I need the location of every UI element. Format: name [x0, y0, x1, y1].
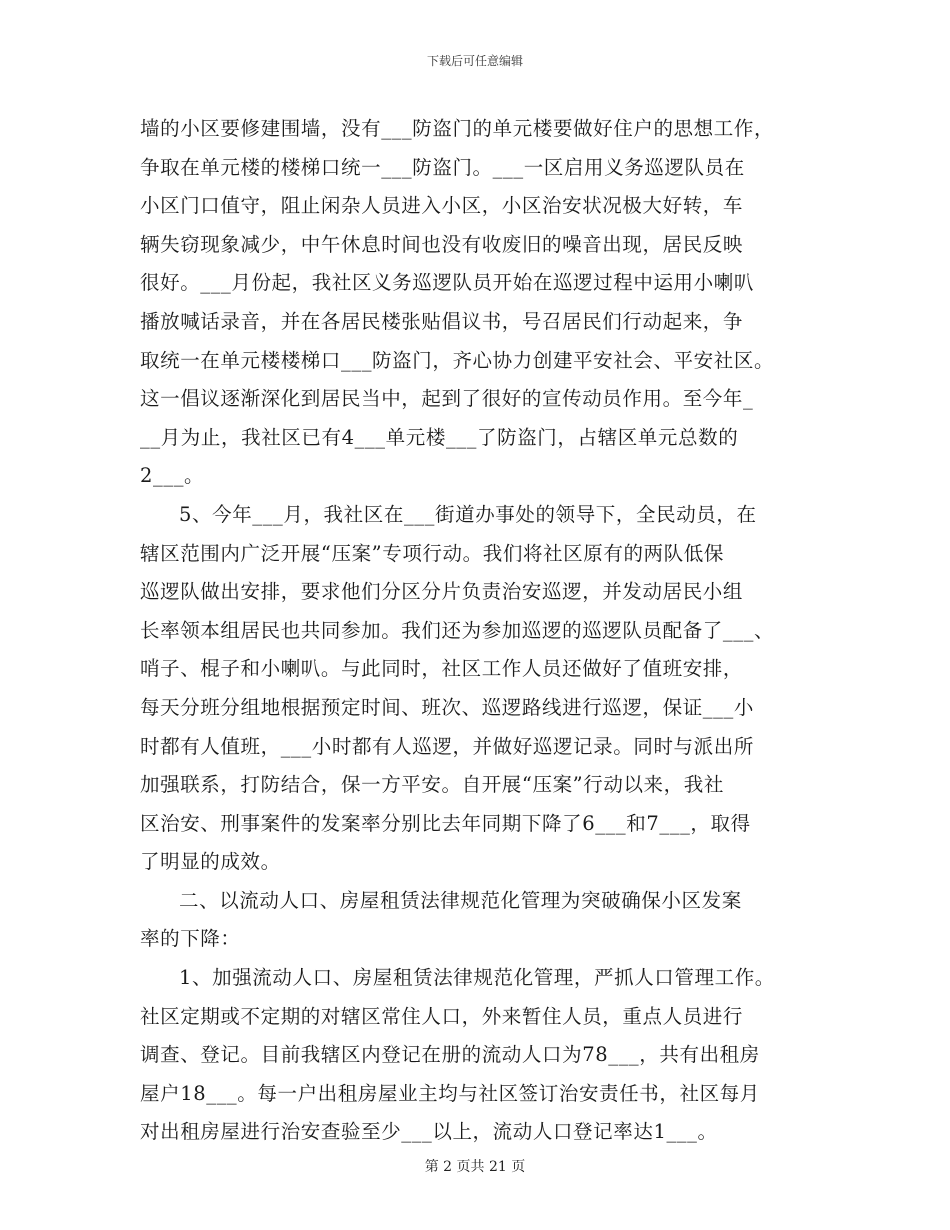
text-line: 二、以流动人口、房屋租赁法律规范化管理为突破确保小区发案 [179, 888, 742, 912]
text-line: 长率领本组居民也共同参加。我们还为参加巡逻的巡逻队员配备了___、 [140, 618, 775, 642]
text-line: 社区定期或不定期的对辖区常住人口，外来暂住人员，重点人员进行 [140, 1004, 744, 1028]
text-line: 2___。 [140, 464, 205, 488]
text-line: 每天分班分组地根据预定时间、班次、巡逻路线进行巡逻，保证___小 [140, 695, 754, 719]
text-line: 1、加强流动人口、房屋租赁法律规范化管理，严抓人口管理工作。 [179, 966, 775, 990]
text-line: 调查、登记。目前我辖区内登记在册的流动人口为78___，共有出租房 [140, 1043, 760, 1067]
text-line: 辖区范围内广泛开展“压案”专项行动。我们将社区原有的两队低保 [140, 541, 724, 565]
text-line: 哨子、棍子和小喇叭。与此同时，社区工作人员还做好了值班安排， [140, 657, 744, 681]
text-line: 辆失窃现象减少，中午休息时间也没有收废旧的噪音出现，居民反映 [140, 232, 744, 256]
text-line: 播放喊话录音，并在各居民楼张贴倡议书，号召居民们行动起来，争 [140, 309, 744, 333]
text-line: 这一倡议逐渐深化到居民当中，起到了很好的宣传动员作用。至今年_ [140, 387, 754, 411]
text-line: 墙的小区要修建围墙，没有___防盗门的单元楼要做好住户的思想工作， [140, 117, 775, 140]
page-header: 下载后可任意编辑 [426, 54, 523, 68]
document-body [140, 110, 820, 1152]
text-line: 加强联系，打防结合，保一方平安。自开展“压案”行动以来，我社 [140, 773, 724, 797]
page-footer: 第 2 页共 21 页 [424, 1159, 526, 1175]
text-line: 小区门口值守，阻止闲杂人员进入小区，小区治安状况极大好转，车 [140, 194, 744, 218]
text-line: 屋户18___。每一户出租房屋业主均与社区签订治安责任书，社区每月 [140, 1081, 760, 1105]
text-line: 率的下降： [140, 927, 241, 951]
text-line: 了明显的成效。 [140, 850, 281, 874]
text-line: 争取在单元楼的楼梯口统一___防盗门。___一区启用义务巡逻队员在 [140, 155, 745, 179]
text-line: 取统一在单元楼楼梯口___防盗门，齐心协力创建平安社会、平安社区。 [140, 348, 775, 372]
text-line: 区治安、刑事案件的发案率分别比去年同期下降了6___和7___，取得 [140, 811, 751, 835]
text-line: __月为止，我社区已有4___单元楼___了防盗门，占辖区单元总数的 [140, 425, 739, 449]
text-line: 巡逻队做出安排，要求他们分区分片负责治安巡逻，并发动居民小组 [140, 580, 744, 604]
text-line: 对出租房屋进行治安查验至少___以上，流动人口登记率达1___。 [140, 1120, 718, 1144]
text-line: 5、今年___月，我社区在___街道办事处的领导下，全民动员，在 [179, 502, 757, 526]
text-line: 时都有人值班，___小时都有人巡逻，并做好巡逻记录。同时与派出所 [140, 734, 754, 758]
text-line: 很好。___月份起，我社区义务巡逻队员开始在巡逻过程中运用小喇叭 [140, 271, 754, 295]
